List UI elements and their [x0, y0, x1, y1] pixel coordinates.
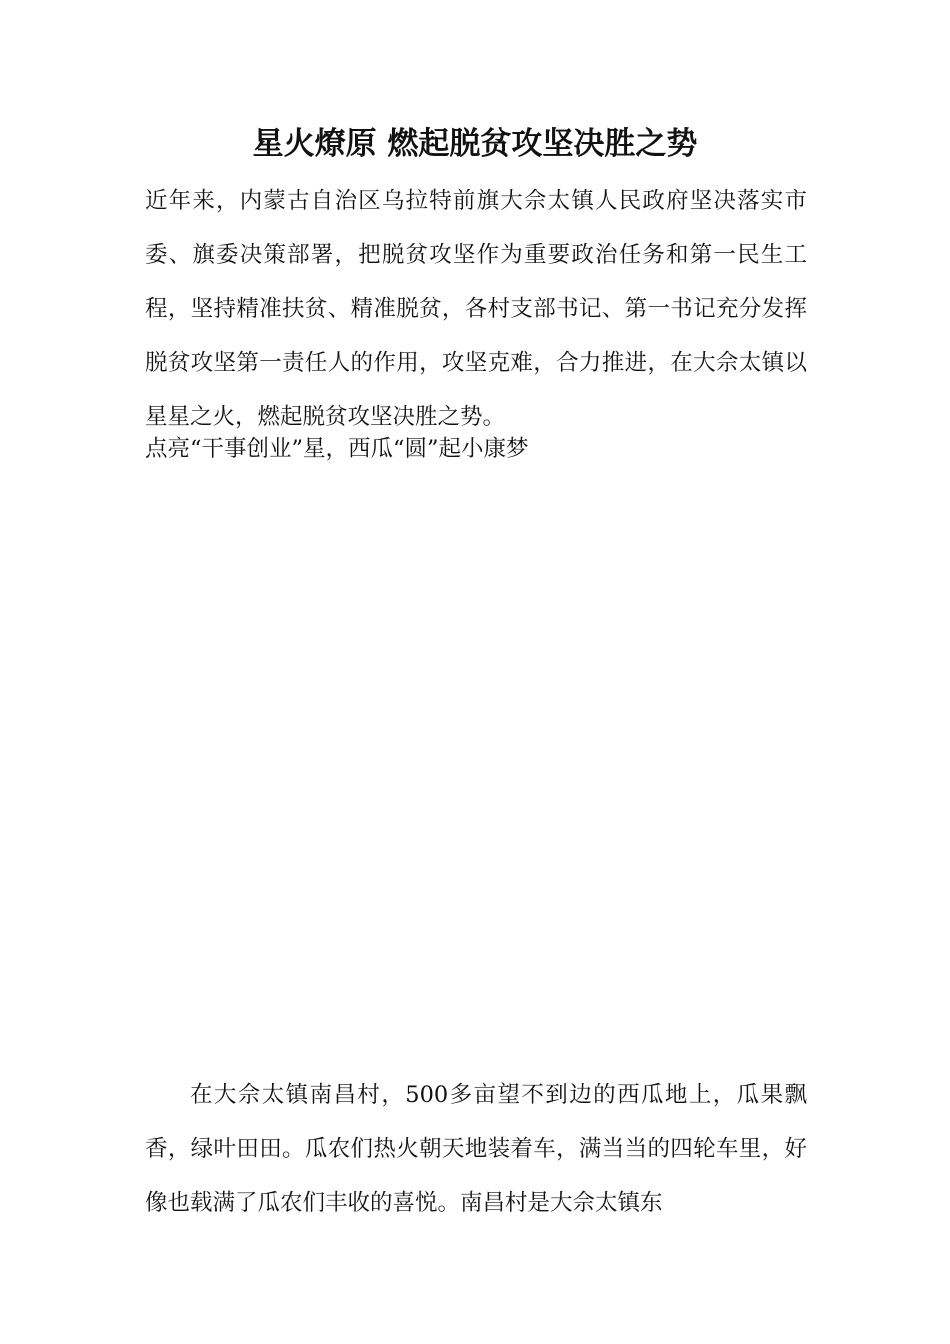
section-heading: 点亮“干事创业”星，西瓜“圆”起小康梦 — [145, 436, 529, 462]
document-title: 星火燎原 燃起脱贫攻坚决胜之势 — [252, 126, 698, 162]
intro-paragraph: 近年来，内蒙古自治区乌拉特前旗大佘太镇人民政府坚决落实市委、旗委决策部署，把脱贫攻坚作为重要政治任务和第一民生工程，坚持精准扶贫、精准脱贫，各村支部书记、第一书记充分发挥脱贫攻坚第一责任人的作用，攻坚克难，合力推进，在大佘太镇以星星之火，燃起脱贫攻坚决胜之势。 — [145, 188, 807, 430]
body-paragraph: 在大佘太镇南昌村，500多亩望不到边的西瓜地上，瓜果飘香，绿叶田田。瓜农们热火朝天地装着车，满当当的四轮车里，好像也载满了瓜农们丰收的喜悦。南昌村是大佘太镇东 — [145, 1082, 807, 1216]
